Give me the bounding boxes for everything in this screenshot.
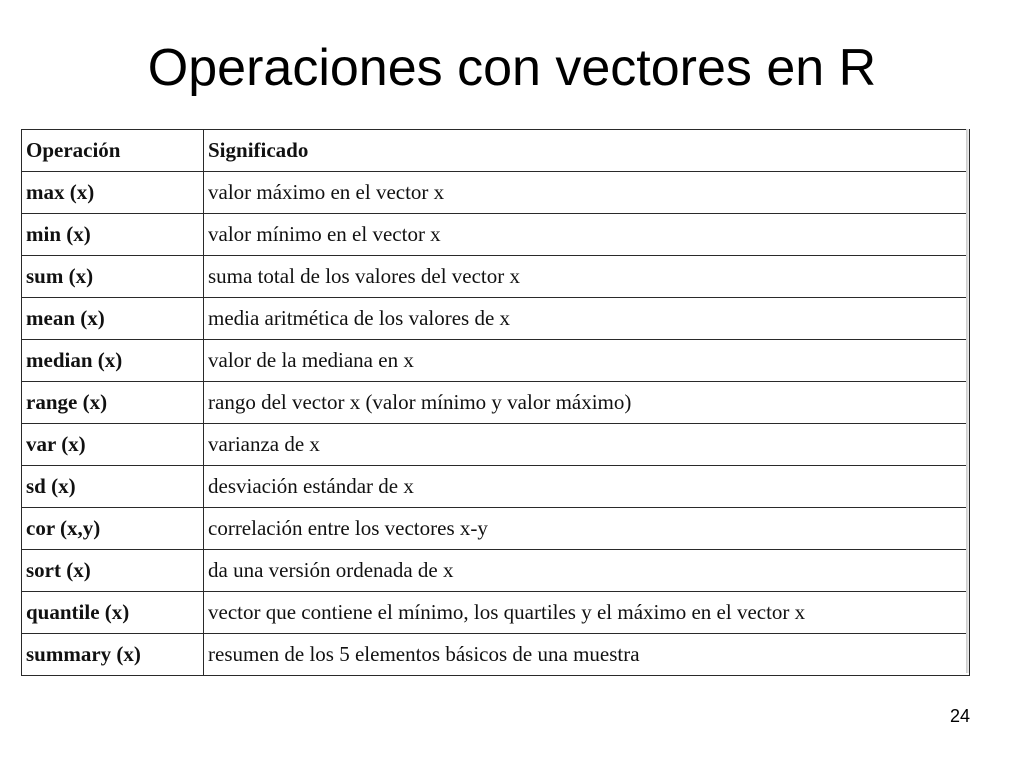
operation-cell: summary (x)	[22, 634, 204, 676]
table-row	[22, 466, 970, 508]
operation-cell: sort (x)	[22, 550, 204, 592]
meaning-cell: resumen de los 5 elementos básicos de una muestra	[204, 634, 970, 676]
table-row	[22, 298, 970, 340]
table-row	[22, 256, 970, 298]
operation-cell: max (x)	[22, 172, 204, 214]
operation-cell: median (x)	[22, 340, 204, 382]
header-operation: Operación	[22, 130, 204, 172]
operation-cell: min (x)	[22, 214, 204, 256]
operation-cell: mean (x)	[22, 298, 204, 340]
meaning-cell: desviación estándar de x	[204, 466, 970, 508]
table-row	[22, 634, 970, 676]
table-row	[22, 592, 970, 634]
operation-cell: cor (x,y)	[22, 508, 204, 550]
operations-table	[21, 129, 970, 676]
meaning-cell: valor máximo en el vector x	[204, 172, 970, 214]
table-right-edge-shadow	[966, 129, 969, 673]
operation-cell: sd (x)	[22, 466, 204, 508]
meaning-cell: suma total de los valores del vector x	[204, 256, 970, 298]
table-row	[22, 508, 970, 550]
slide-title: Operaciones con vectores en R	[147, 39, 877, 97]
page-number: 24	[949, 706, 970, 726]
meaning-cell: media aritmética de los valores de x	[204, 298, 970, 340]
table-header-row	[22, 130, 970, 172]
meaning-cell: valor mínimo en el vector x	[204, 214, 970, 256]
meaning-cell: varianza de x	[204, 424, 970, 466]
operation-cell: var (x)	[22, 424, 204, 466]
table-row	[22, 340, 970, 382]
meaning-cell: valor de la mediana en x	[204, 340, 970, 382]
meaning-cell: rango del vector x (valor mínimo y valor máximo)	[204, 382, 970, 424]
meaning-cell: da una versión ordenada de x	[204, 550, 970, 592]
operation-cell: quantile (x)	[22, 592, 204, 634]
table-row	[22, 550, 970, 592]
header-meaning: Significado	[204, 130, 970, 172]
table-row	[22, 424, 970, 466]
operation-cell: sum (x)	[22, 256, 204, 298]
table-row	[22, 382, 970, 424]
table-row	[22, 214, 970, 256]
meaning-cell: vector que contiene el mínimo, los quartiles y el máximo en el vector x	[204, 592, 970, 634]
table-row	[22, 172, 970, 214]
meaning-cell: correlación entre los vectores x-y	[204, 508, 970, 550]
operation-cell: range (x)	[22, 382, 204, 424]
operations-table-container	[21, 129, 969, 673]
